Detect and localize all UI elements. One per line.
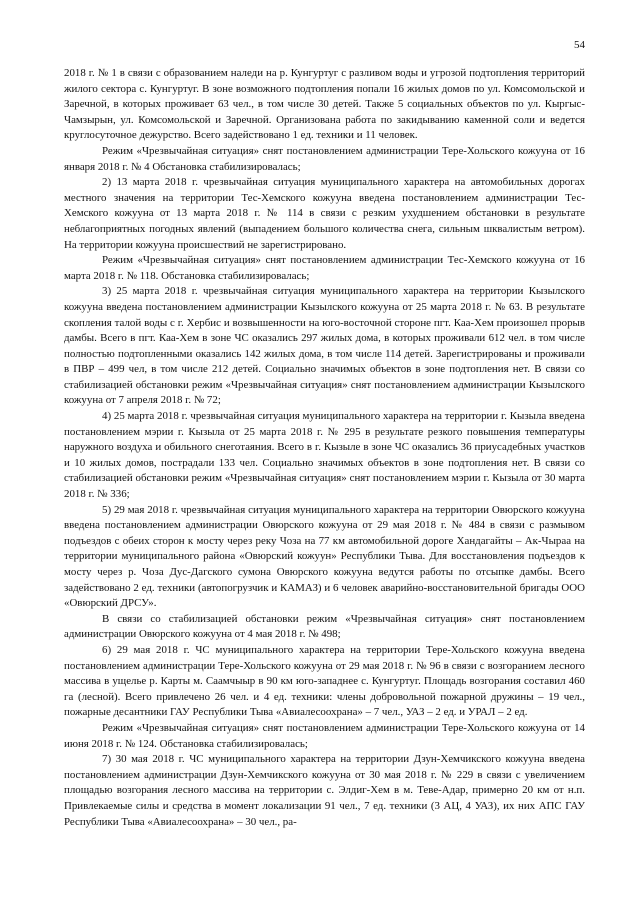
paragraph: Режим «Чрезвычайная ситуация» снят постановлением администрации Тес-Хемского кожууна от 16 марта 2018 г. № 118. Обстановка стабилизировалась; [64, 254, 585, 282]
paragraph: 4) 25 марта 2018 г. чрезвычайная ситуация муниципального характера на территории г. Кызыла введена постановлением мэрии г. Кызыла от 25 марта 2018 г. № 295 в результате резкого повышения температуры наружного воздуха и обильного снеготаяния. Всего в г. Кызыле в зоне ЧС оказались 36 приусадебных участков и 10 жилых домов, пострадали 133 чел. Социально значимых объектов в зоне подтопления нет. В связи со стабилизацией обстановки режим «Чрезвычайная ситуация» снят постановлением мэрии г. Кызыла от 30 марта 2018 г. № 336; [64, 410, 585, 501]
page-number: 54 [574, 39, 585, 51]
paragraph: 2) 13 марта 2018 г. чрезвычайная ситуация муниципального характера на автомобильных дорогах местного значения на территории Тес-Хемского кожууна введена постановлением администрации Тес-Хемского кожууна от 13 марта 2018 г. № 114 в связи с резким ухудшением обстановки в результате неблагоприятных погодных явлений (выпадением большого количества снега, сильным шквалистым ветром). На территории кожууна происшествий не зарегистрировано. [64, 176, 585, 251]
paragraph: 6) 29 мая 2018 г. ЧС муниципального характера на территории Тере-Хольского кожууна введена постановлением администрации Тере-Хольского кожууна от 29 мая 2018 г. № 96 в связи с возгоранием лесного массива в ущелье р. Карты м. Саамчыыр в 90 км юго-западнее с. Кунгуртуг. Площадь возгорания составил 460 га (лесной). Всего привлечено 26 чел. и 4 ед. техники: члены добровольной пожарной дружины – 19 чел., пожарные десантники ГАУ Республики Тыва «Авиалесоохрана» – 7 чел., УАЗ – 2 ед. и УРАЛ – 2 ед. [64, 643, 585, 719]
body-text [64, 66, 585, 830]
paragraph: В связи со стабилизацией обстановки режим «Чрезвычайная ситуация» снят постановлением администрации Овюрского кожууна от 4 мая 2018 г. № 498; [64, 612, 585, 641]
paragraph: Режим «Чрезвычайная ситуация» снят постановлением администрации Тере-Хольского кожууна от 16 января 2018 г. № 4 Обстановка стабилизировалась; [64, 144, 585, 173]
paragraph: 7) 30 мая 2018 г. ЧС муниципального характера на территории Дзун-Хемчикского кожууна введена постановлением администрации Дзун-Хемчикского кожууна от 30 мая 2018 г. № 229 в связи с увеличением площадью возгорания лесного массива на территории с. Элдиг-Хем в м. Теве-Адар, примерно 20 км от н.п. Привлекаемые силы и средства в момент локализации 91 чел., 7 ед. техники (3 АЦ, 4 УАЗ), их них АПС ГАУ Республики Тыва «Авиалесоохрана» – 30 чел., ра- [64, 753, 585, 828]
paragraph: 5) 29 мая 2018 г. чрезвычайная ситуация муниципального характера на территории Овюрского кожууна введена постановлением администрации Овюрского кожууна от 29 мая 2018 г. № 484 в связи с размывом подъездов с обеих сторон к мосту через реку Чоза на 77 км автомобильной дороге Хандагайты – Ак-Чыраа на территории муниципального района «Овюрский кожуун» Республики Тыва. Для восстановления подъездов к мосту через р. Чоза Дус-Дагского сумона Овюрского кожууна ведутся работы по отсыпке дамбы. Всего задействовано 2 ед. техники (автопогрузчик и КАМАЗ) и 6 человек аварийно-восстановительной бригады ООО «Овюрский ДРСУ». [64, 503, 585, 610]
paragraph: 3) 25 марта 2018 г. чрезвычайная ситуация муниципального характера на территории Кызылского кожууна введена постановлением администрации Кызылского кожууна от 25 марта 2018 г. № 63. В результате скопления талой воды с г. Хербис и возвышенности на юго-восточной стороне пгт. Каа-Хем произошел прорыв дамбы. Всего в пгт. Каа-Хем в зоне ЧС оказались 297 жилых дома, в которых проживали 612 чел. в том числе полностью подтопленными оказались 142 жилых дома, в том числе 114 детей. Зарегистрированы и проживали в ПВР – 499 чел, в том числе 212 детей. Социально значимых объектов в зоне подтопления нет. В связи со стабилизацией обстановки режим «Чрезвычайная ситуация» снят постановлением администрации Кызылского кожууна от 7 апреля 2018 г. № 72; [64, 285, 585, 407]
paragraph: Режим «Чрезвычайная ситуация» снят постановлением администрации Тере-Хольского кожууна от 14 июня 2018 г. № 124. Обстановка стабилизировалась; [64, 721, 585, 750]
paragraph-continuation: 2018 г. № 1 в связи с образованием наледи на р. Кунгуртуг с разливом воды и угрозой подтопления территорий жилого сектора с. Кунгуртуг. В зоне возможного подтопления попали 16 жилых домов по ул. Комсомольской и Заречной, в которых проживает 63 чел., в том числе 30 детей. Также 5 социальных объектов по ул. Кыргыс-Чамзырын, ул. Комсомольской и Заречной. Организована работа по закидыванию каменной соли и ведется круглосуточное дежурство. Всего задействовано 1 ед. техники и 11 человек. [64, 67, 585, 142]
